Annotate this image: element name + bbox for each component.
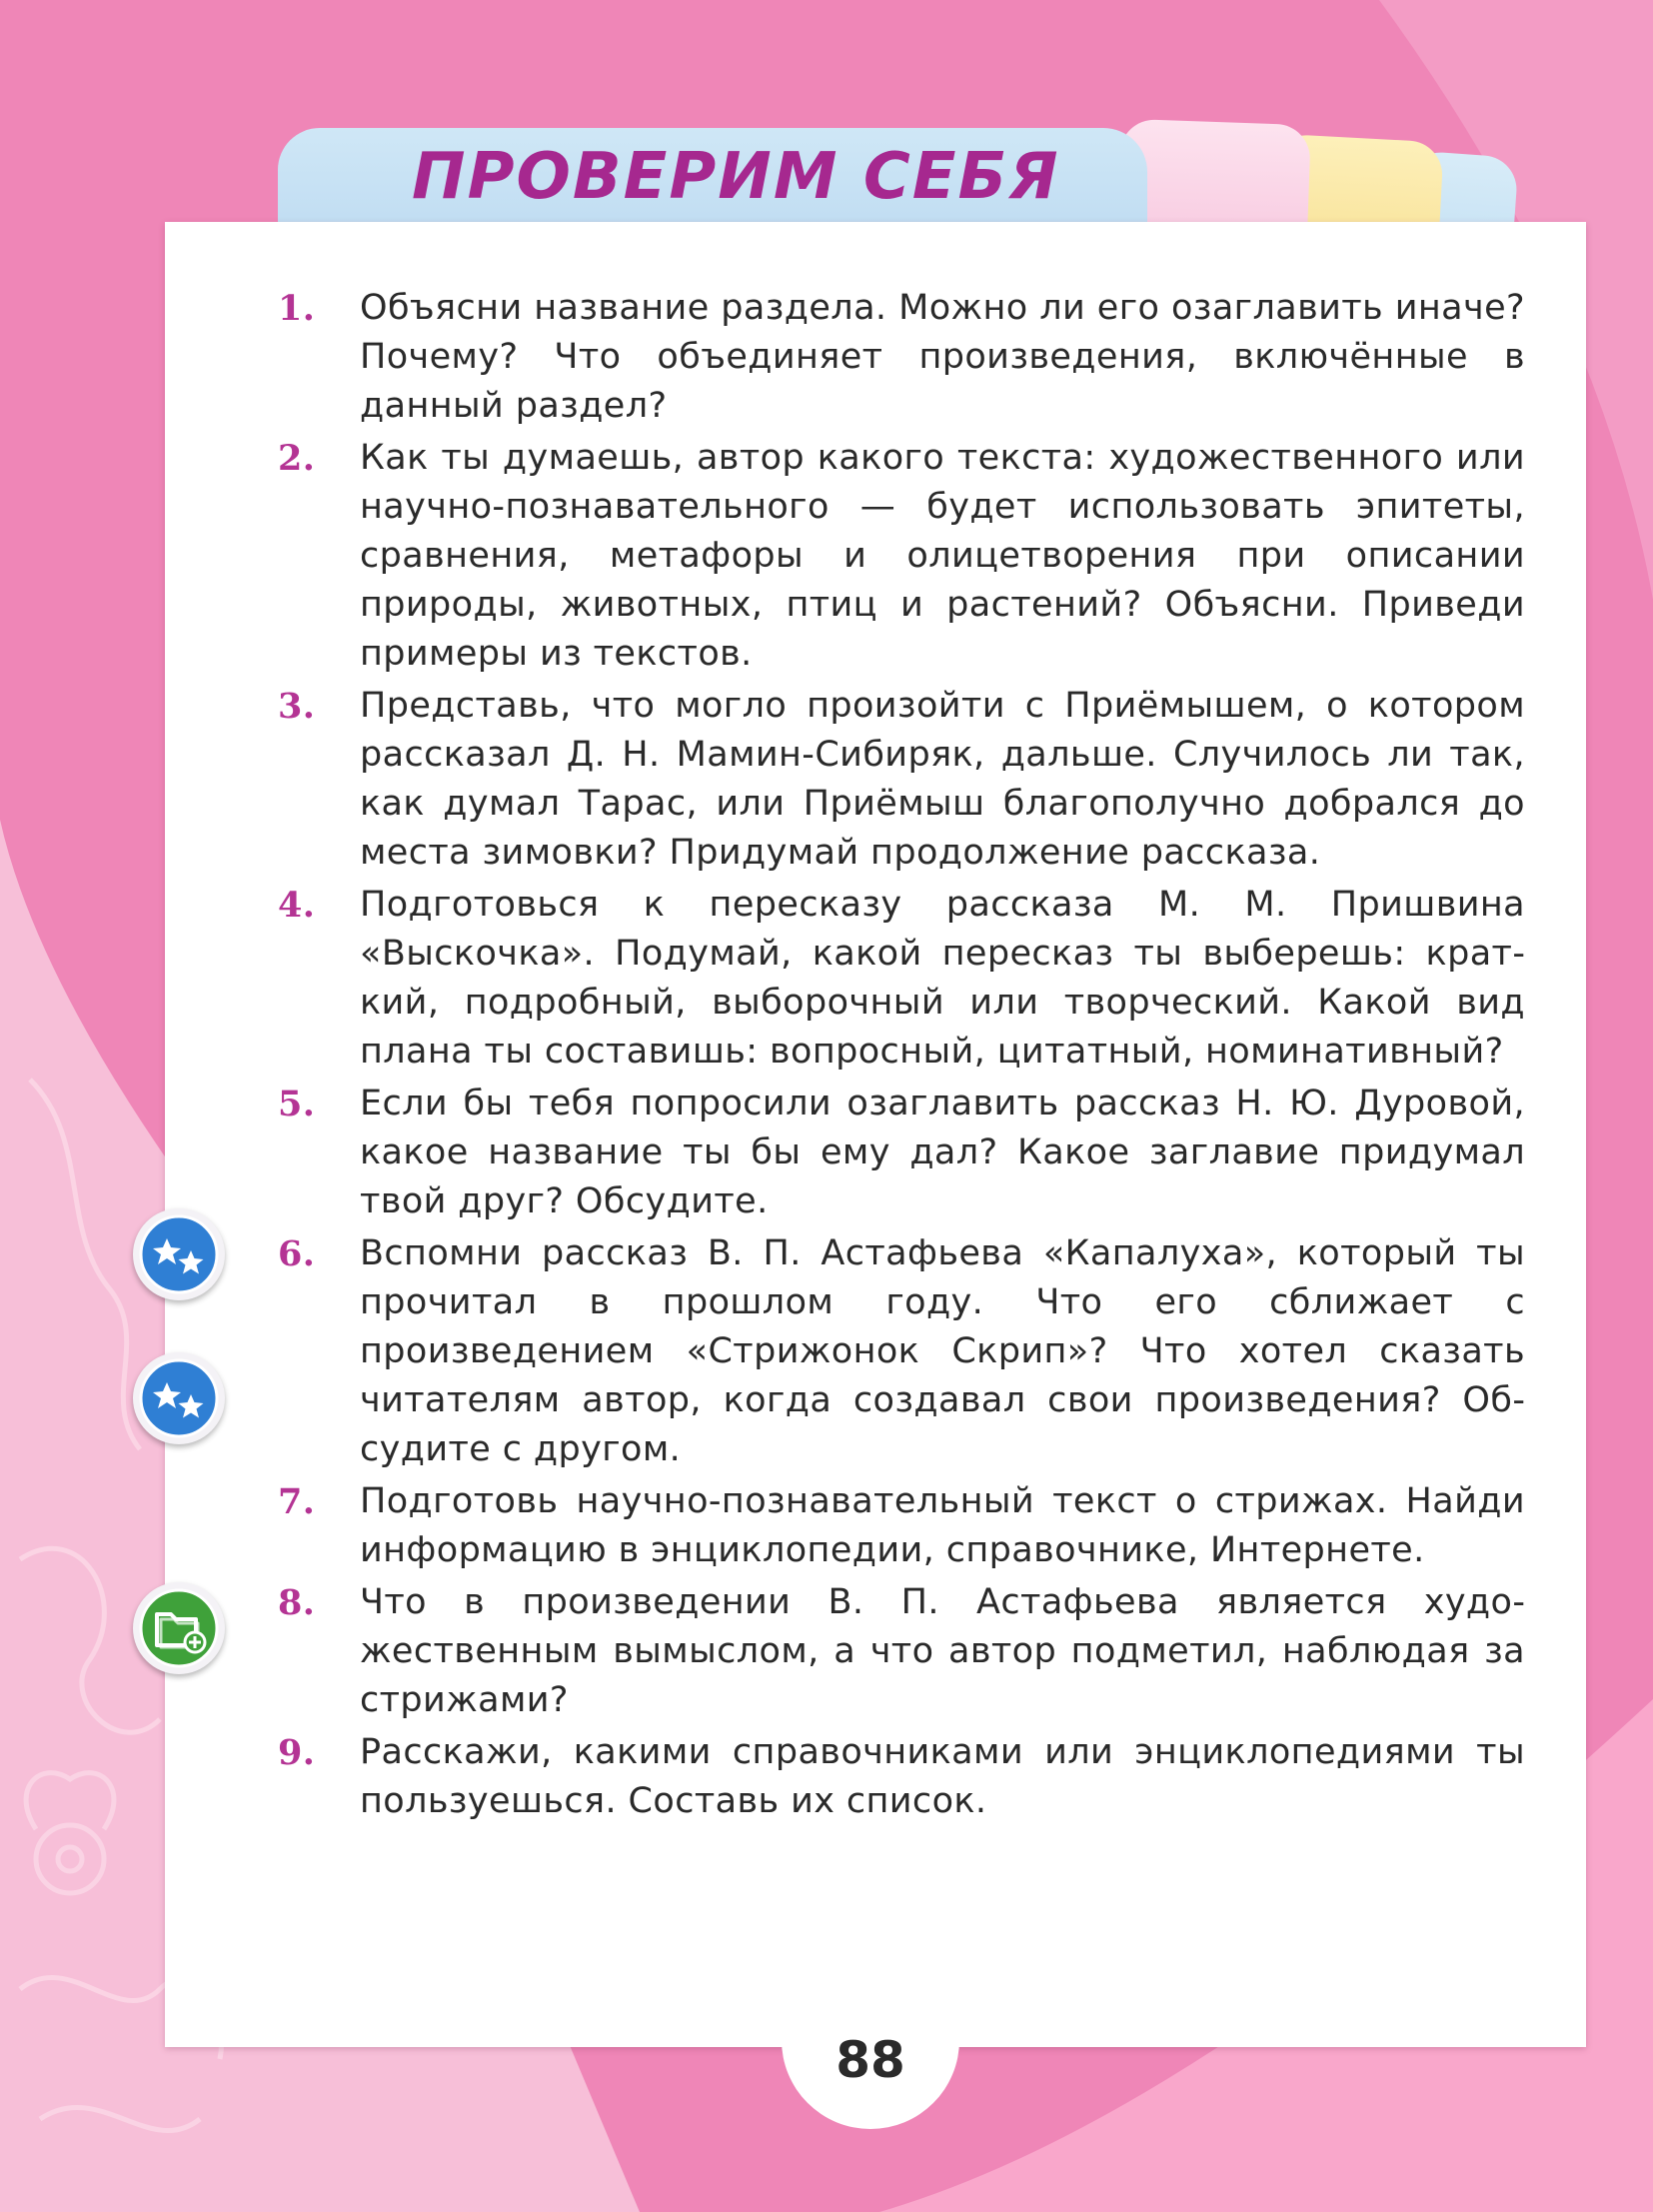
question-number: 1. xyxy=(278,288,316,329)
pair-work-badge xyxy=(133,1208,225,1300)
question-item xyxy=(278,1229,1525,1474)
project-badge xyxy=(133,1582,225,1674)
question-item xyxy=(278,284,1525,431)
question-item xyxy=(278,1080,1525,1226)
question-text: Подготовься к пересказу рассказа М. М. Пришвина «Выскочка». Подумай, какой пересказ ты выберешь: краткий, подробный, выборочный или творческий. Какой вид плана ты составишь: вопросный, цитатный, номинативный? xyxy=(360,885,1525,1072)
question-number: 7. xyxy=(278,1481,316,1522)
question-text: Если бы тебя попросили озаглавить рассказ Н. Ю. Дуровой, какое название ты бы ему дал? Какое заглавие придумал твой друг? Обсудите. xyxy=(360,1084,1525,1221)
pair-work-badge xyxy=(133,1352,225,1444)
question-number: 6. xyxy=(278,1233,316,1274)
folder-plus-icon xyxy=(133,1582,225,1674)
question-item xyxy=(278,682,1525,878)
question-text: Расскажи, какими справочниками или энциклопедиями ты пользуешься. Составь их список. xyxy=(360,1732,1525,1821)
question-text: Представь, что могло произойти с Приёмышем, о котором рассказал Д. Н. Мамин-Сибиряк, дальше. Случилось ли так, как думал Тарас, или Приёмыш благополучно добрался до места зимовки? Придумай продолжение рассказа. xyxy=(360,686,1525,873)
question-text: Вспомни рассказ В. П. Астафьева «Капалуха», который ты прочитал в прошлом году. Что его сближает с произведением «Стрижонок Скрип»? Что хотел сказать читателям автор, когда создавал свои произведения? Обсудите с другом. xyxy=(360,1233,1525,1469)
two-stars-icon xyxy=(133,1208,225,1300)
question-item xyxy=(278,1578,1525,1725)
question-item xyxy=(278,434,1525,679)
question-item xyxy=(278,1477,1525,1575)
question-text: Объясни название раздела. Можно ли его озаглавить иначе? Почему? Что объединяет произведения, включённые в данный раздел? xyxy=(360,288,1525,426)
question-number: 8. xyxy=(278,1582,316,1623)
question-number: 3. xyxy=(278,686,316,727)
question-list xyxy=(278,284,1525,1829)
question-number: 9. xyxy=(278,1732,316,1773)
page-number: 88 xyxy=(835,2031,905,2089)
question-number: 4. xyxy=(278,885,316,926)
question-text: Что в произведении В. П. Астафьева является художественным вымыслом, а что автор подметил, наблюдая за стрижами? xyxy=(360,1582,1525,1720)
section-title: ПРОВЕРИМ СЕБЯ xyxy=(412,140,1060,214)
question-number: 2. xyxy=(278,438,316,479)
question-text: Подготовь научно-познавательный текст о стрижах. Найди информацию в энциклопедии, справочнике, Интернете. xyxy=(360,1481,1525,1570)
question-item xyxy=(278,881,1525,1077)
question-text: Как ты думаешь, автор какого текста: художественного или научно-познавательного — будет использовать эпитеты, сравнения, метафоры и олицетворения при описании природы, животных, птиц и растений? Объясни. Приведи примеры из текстов. xyxy=(360,438,1525,674)
question-item xyxy=(278,1728,1525,1826)
question-number: 5. xyxy=(278,1084,316,1124)
two-stars-icon xyxy=(133,1352,225,1444)
